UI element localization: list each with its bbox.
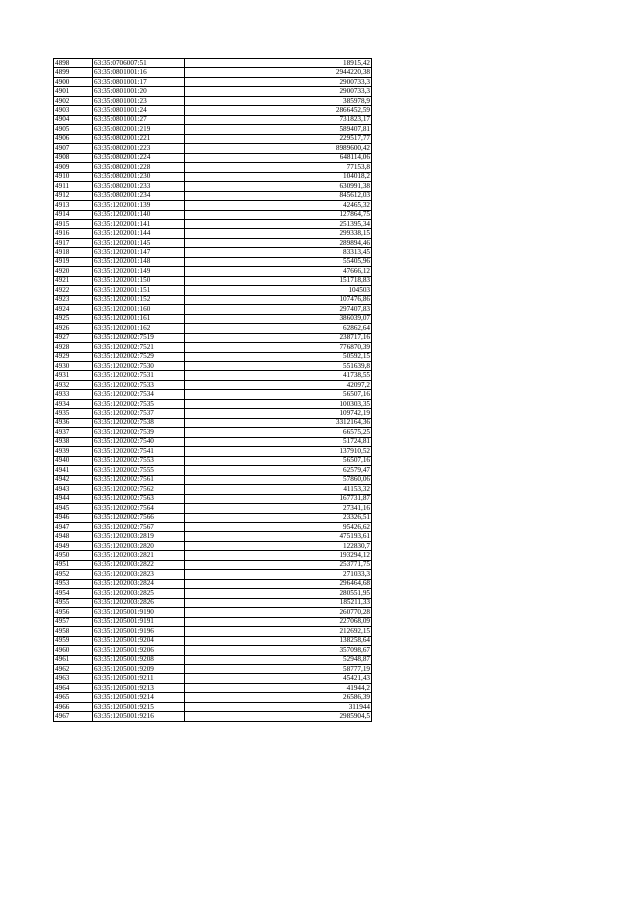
cadastral-number-cell: 63:35:1205001:9190 [93,608,185,617]
cadastral-number-cell: 63:35:1205001:9191 [93,617,185,626]
value-cell: 2900733,3 [185,87,372,96]
row-number-cell: 4905 [54,125,93,134]
value-cell: 280551,95 [185,589,372,598]
table-row [54,267,372,276]
value-cell: 62579,47 [185,466,372,475]
table-row [54,96,372,105]
cadastral-number-cell: 63:35:1202001:144 [93,229,185,238]
row-number-cell: 4916 [54,229,93,238]
value-cell: 50592,15 [185,352,372,361]
table-row [54,390,372,399]
cadastral-number-cell: 63:35:1202002:7553 [93,456,185,465]
cadastral-number-cell: 63:35:1205001:9215 [93,702,185,711]
table-row [54,324,372,333]
value-cell: 66575,25 [185,428,372,437]
value-cell: 475193,61 [185,532,372,541]
value-cell: 630991,38 [185,182,372,191]
cadastral-number-cell: 63:35:1202001:162 [93,324,185,333]
cadastral-number-cell: 63:35:1202002:7564 [93,504,185,513]
table-row [54,229,372,238]
table-row [54,286,372,295]
value-cell: 107476,86 [185,295,372,304]
table-row [54,617,372,626]
row-number-cell: 4919 [54,257,93,266]
table-row [54,589,372,598]
row-number-cell: 4925 [54,314,93,323]
row-number-cell: 4909 [54,163,93,172]
row-number-cell: 4954 [54,589,93,598]
table-row [54,125,372,134]
cadastral-number-cell: 63:35:0706007:51 [93,59,185,68]
cadastral-number-cell: 63:35:1202001:147 [93,248,185,257]
table-row [54,68,372,77]
row-number-cell: 4955 [54,598,93,607]
row-number-cell: 4951 [54,560,93,569]
row-number-cell: 4944 [54,494,93,503]
table-row [54,59,372,68]
table-row [54,466,372,475]
value-cell: 238717,16 [185,333,372,342]
value-cell: 311944 [185,702,372,711]
cadastral-number-cell: 63:35:0802001:221 [93,134,185,143]
value-cell: 77153,8 [185,163,372,172]
table-row [54,522,372,531]
value-cell: 138258,64 [185,636,372,645]
cadastral-number-cell: 63:35:1202002:7539 [93,428,185,437]
value-cell: 589407,81 [185,125,372,134]
row-number-cell: 4927 [54,333,93,342]
value-cell: 83313,45 [185,248,372,257]
table-row [54,702,372,711]
value-cell: 227068,09 [185,617,372,626]
value-cell: 100303,35 [185,399,372,408]
cadastral-number-cell: 63:35:1202003:2824 [93,579,185,588]
value-cell: 3312164,36 [185,418,372,427]
value-cell: 299338,15 [185,229,372,238]
cadastral-number-cell: 63:35:1202002:7541 [93,447,185,456]
value-cell: 52948,87 [185,655,372,664]
table-row [54,504,372,513]
table-row [54,579,372,588]
table-row [54,172,372,181]
cadastral-number-cell: 63:35:1202001:160 [93,305,185,314]
value-cell: 62862,64 [185,324,372,333]
cadastral-number-cell: 63:35:0802001:233 [93,182,185,191]
row-number-cell: 4923 [54,295,93,304]
cadastral-number-cell: 63:35:0802001:230 [93,172,185,181]
row-number-cell: 4929 [54,352,93,361]
table-row [54,295,372,304]
table-row [54,314,372,323]
row-number-cell: 4945 [54,504,93,513]
row-number-cell: 4935 [54,409,93,418]
cadastral-number-cell: 63:35:0801001:17 [93,77,185,86]
row-number-cell: 4948 [54,532,93,541]
table-row [54,276,372,285]
table-row [54,570,372,579]
row-number-cell: 4943 [54,485,93,494]
table-row [54,494,372,503]
row-number-cell: 4963 [54,674,93,683]
value-cell: 95426,62 [185,522,372,531]
table-row [54,106,372,115]
value-cell: 251395,34 [185,219,372,228]
cadastral-number-cell: 63:35:1202001:141 [93,219,185,228]
row-number-cell: 4965 [54,693,93,702]
row-number-cell: 4899 [54,68,93,77]
cadastral-number-cell: 63:35:1202001:151 [93,286,185,295]
value-cell: 551639,8 [185,362,372,371]
row-number-cell: 4930 [54,362,93,371]
value-cell: 731823,17 [185,115,372,124]
value-cell: 185211,33 [185,598,372,607]
table-row [54,693,372,702]
value-cell: 289894,46 [185,238,372,247]
value-cell: 55405,96 [185,257,372,266]
cadastral-number-cell: 63:35:1202002:7540 [93,437,185,446]
cadastral-number-cell: 63:35:1202003:2825 [93,589,185,598]
row-number-cell: 4952 [54,570,93,579]
value-cell: 271033,3 [185,570,372,579]
row-number-cell: 4902 [54,96,93,105]
table-row [54,77,372,86]
table-row [54,456,372,465]
value-cell: 151718,83 [185,276,372,285]
cadastral-number-cell: 63:35:1202002:7531 [93,371,185,380]
cadastral-number-cell: 63:35:1205001:9213 [93,683,185,692]
cadastral-number-cell: 63:35:1205001:9208 [93,655,185,664]
row-number-cell: 4903 [54,106,93,115]
row-number-cell: 4960 [54,646,93,655]
value-cell: 2944220,38 [185,68,372,77]
table-row [54,134,372,143]
cadastral-number-cell: 63:35:1202001:145 [93,238,185,247]
value-cell: 296464,68 [185,579,372,588]
cadastral-number-cell: 63:35:1202002:7521 [93,343,185,352]
row-number-cell: 4932 [54,380,93,389]
cadastral-number-cell: 63:35:0802001:228 [93,163,185,172]
cadastral-number-cell: 63:35:0802001:219 [93,125,185,134]
value-cell: 104018,2 [185,172,372,181]
row-number-cell: 4939 [54,447,93,456]
value-cell: 26586,39 [185,693,372,702]
table-row [54,655,372,664]
value-cell: 42465,32 [185,201,372,210]
table-row [54,333,372,342]
cadastral-number-cell: 63:35:1205001:9211 [93,674,185,683]
cadastral-number-cell: 63:35:1202002:7538 [93,418,185,427]
value-cell: 357098,67 [185,646,372,655]
cadastral-number-cell: 63:35:1202001:140 [93,210,185,219]
cadastral-number-cell: 63:35:1205001:9206 [93,646,185,655]
row-number-cell: 4914 [54,210,93,219]
value-cell: 212692,15 [185,627,372,636]
cadastral-number-cell: 63:35:1202003:2820 [93,541,185,550]
value-cell: 193294,12 [185,551,372,560]
value-cell: 56507,16 [185,456,372,465]
row-number-cell: 4921 [54,276,93,285]
cadastral-number-cell: 63:35:1202003:2821 [93,551,185,560]
value-cell: 41738,55 [185,371,372,380]
table-row [54,238,372,247]
table-row [54,636,372,645]
table-row [54,182,372,191]
value-cell: 41153,32 [185,485,372,494]
row-number-cell: 4949 [54,541,93,550]
value-cell: 137910,52 [185,447,372,456]
table-row [54,437,372,446]
cadastral-number-cell: 63:35:0801001:24 [93,106,185,115]
row-number-cell: 4937 [54,428,93,437]
cadastral-number-cell: 63:35:1202002:7561 [93,475,185,484]
table-row [54,352,372,361]
cadastral-number-cell: 63:35:1202001:148 [93,257,185,266]
value-cell: 104503 [185,286,372,295]
cadastral-number-cell: 63:35:1202002:7519 [93,333,185,342]
row-number-cell: 4904 [54,115,93,124]
value-cell: 8989600,42 [185,144,372,153]
cadastral-number-cell: 63:35:1202002:7534 [93,390,185,399]
cadastral-value-table [53,58,372,722]
value-cell: 122830,7 [185,541,372,550]
row-number-cell: 4950 [54,551,93,560]
row-number-cell: 4912 [54,191,93,200]
value-cell: 42097,2 [185,380,372,389]
row-number-cell: 4913 [54,201,93,210]
row-number-cell: 4964 [54,683,93,692]
row-number-cell: 4947 [54,522,93,531]
row-number-cell: 4953 [54,579,93,588]
value-cell: 51724,81 [185,437,372,446]
cadastral-number-cell: 63:35:1202003:2822 [93,560,185,569]
table-row [54,305,372,314]
cadastral-number-cell: 63:35:0801001:16 [93,68,185,77]
cadastral-number-cell: 63:35:0801001:27 [93,115,185,124]
table-row [54,608,372,617]
value-cell: 27341,16 [185,504,372,513]
table-row [54,163,372,172]
value-cell: 386039,07 [185,314,372,323]
cadastral-number-cell: 63:35:1202002:7533 [93,380,185,389]
row-number-cell: 4966 [54,702,93,711]
cadastral-number-cell: 63:35:1205001:9214 [93,693,185,702]
row-number-cell: 4908 [54,153,93,162]
row-number-cell: 4934 [54,399,93,408]
cadastral-number-cell: 63:35:1202003:2826 [93,598,185,607]
cadastral-number-cell: 63:35:1202002:7567 [93,522,185,531]
table-row [54,551,372,560]
row-number-cell: 4931 [54,371,93,380]
value-cell: 109742,19 [185,409,372,418]
value-cell: 2866452,59 [185,106,372,115]
row-number-cell: 4957 [54,617,93,626]
table-row [54,399,372,408]
table-row [54,201,372,210]
cadastral-number-cell: 63:35:1205001:9204 [93,636,185,645]
cadastral-number-cell: 63:35:1202001:149 [93,267,185,276]
table-row [54,674,372,683]
row-number-cell: 4967 [54,712,93,721]
table-row [54,418,372,427]
cadastral-number-cell: 63:35:1202003:2819 [93,532,185,541]
row-number-cell: 4961 [54,655,93,664]
cadastral-number-cell: 63:35:1205001:9196 [93,627,185,636]
value-cell: 23326,51 [185,513,372,522]
row-number-cell: 4940 [54,456,93,465]
cadastral-number-cell: 63:35:1202002:7566 [93,513,185,522]
row-number-cell: 4915 [54,219,93,228]
row-number-cell: 4942 [54,475,93,484]
cadastral-number-cell: 63:35:1202001:152 [93,295,185,304]
table-row [54,560,372,569]
row-number-cell: 4946 [54,513,93,522]
table-row [54,219,372,228]
value-cell: 776870,39 [185,343,372,352]
value-cell: 56507,16 [185,390,372,399]
value-cell: 47666,12 [185,267,372,276]
cadastral-number-cell: 63:35:1202002:7529 [93,352,185,361]
row-number-cell: 4962 [54,665,93,674]
table-row [54,532,372,541]
table-row [54,683,372,692]
row-number-cell: 4938 [54,437,93,446]
cadastral-number-cell: 63:35:1205001:9216 [93,712,185,721]
row-number-cell: 4901 [54,87,93,96]
cadastral-number-cell: 63:35:1202001:161 [93,314,185,323]
table-row [54,343,372,352]
cadastral-number-cell: 63:35:1202002:7555 [93,466,185,475]
value-cell: 58777,19 [185,665,372,674]
row-number-cell: 4900 [54,77,93,86]
table-row [54,115,372,124]
row-number-cell: 4918 [54,248,93,257]
table-row [54,447,372,456]
value-cell: 385978,9 [185,96,372,105]
cadastral-number-cell: 63:35:1202002:7530 [93,362,185,371]
cadastral-number-cell: 63:35:1202002:7562 [93,485,185,494]
table-row [54,513,372,522]
table-row [54,380,372,389]
value-cell: 2900733,3 [185,77,372,86]
table-body [54,59,372,722]
table-row [54,144,372,153]
row-number-cell: 4959 [54,636,93,645]
row-number-cell: 4956 [54,608,93,617]
cadastral-number-cell: 63:35:1202001:139 [93,201,185,210]
cadastral-number-cell: 63:35:1202002:7537 [93,409,185,418]
table-row [54,371,372,380]
row-number-cell: 4917 [54,238,93,247]
table-row [54,87,372,96]
row-number-cell: 4933 [54,390,93,399]
row-number-cell: 4924 [54,305,93,314]
value-cell: 41944,2 [185,683,372,692]
table-row [54,409,372,418]
cadastral-number-cell: 63:35:1202002:7563 [93,494,185,503]
row-number-cell: 4920 [54,267,93,276]
value-cell: 2985904,5 [185,712,372,721]
cadastral-number-cell: 63:35:1205001:9209 [93,665,185,674]
table-row [54,210,372,219]
table-row [54,362,372,371]
cadastral-number-cell: 63:35:0801001:23 [93,96,185,105]
row-number-cell: 4958 [54,627,93,636]
table-row [54,712,372,721]
cadastral-number-cell: 63:35:0802001:234 [93,191,185,200]
value-cell: 229517,77 [185,134,372,143]
value-cell: 127864,75 [185,210,372,219]
row-number-cell: 4928 [54,343,93,352]
table-row [54,665,372,674]
row-number-cell: 4922 [54,286,93,295]
row-number-cell: 4926 [54,324,93,333]
row-number-cell: 4941 [54,466,93,475]
table-row [54,598,372,607]
row-number-cell: 4911 [54,182,93,191]
table-row [54,646,372,655]
table-row [54,248,372,257]
value-cell: 167731,87 [185,494,372,503]
cadastral-number-cell: 63:35:1202001:150 [93,276,185,285]
table-row [54,485,372,494]
cadastral-number-cell: 63:35:0802001:223 [93,144,185,153]
value-cell: 253771,75 [185,560,372,569]
value-cell: 297407,83 [185,305,372,314]
value-cell: 57860,06 [185,475,372,484]
table-row [54,475,372,484]
table-row [54,627,372,636]
table-row [54,153,372,162]
table-row [54,428,372,437]
value-cell: 260770,28 [185,608,372,617]
value-cell: 45421,43 [185,674,372,683]
cadastral-number-cell: 63:35:1202003:2823 [93,570,185,579]
cadastral-number-cell: 63:35:1202002:7535 [93,399,185,408]
row-number-cell: 4910 [54,172,93,181]
row-number-cell: 4906 [54,134,93,143]
row-number-cell: 4936 [54,418,93,427]
cadastral-number-cell: 63:35:0801001:20 [93,87,185,96]
table-row [54,257,372,266]
row-number-cell: 4898 [54,59,93,68]
value-cell: 648114,06 [185,153,372,162]
cadastral-number-cell: 63:35:0802001:224 [93,153,185,162]
value-cell: 845612,03 [185,191,372,200]
table-row [54,191,372,200]
table-row [54,541,372,550]
row-number-cell: 4907 [54,144,93,153]
value-cell: 18915,42 [185,59,372,68]
